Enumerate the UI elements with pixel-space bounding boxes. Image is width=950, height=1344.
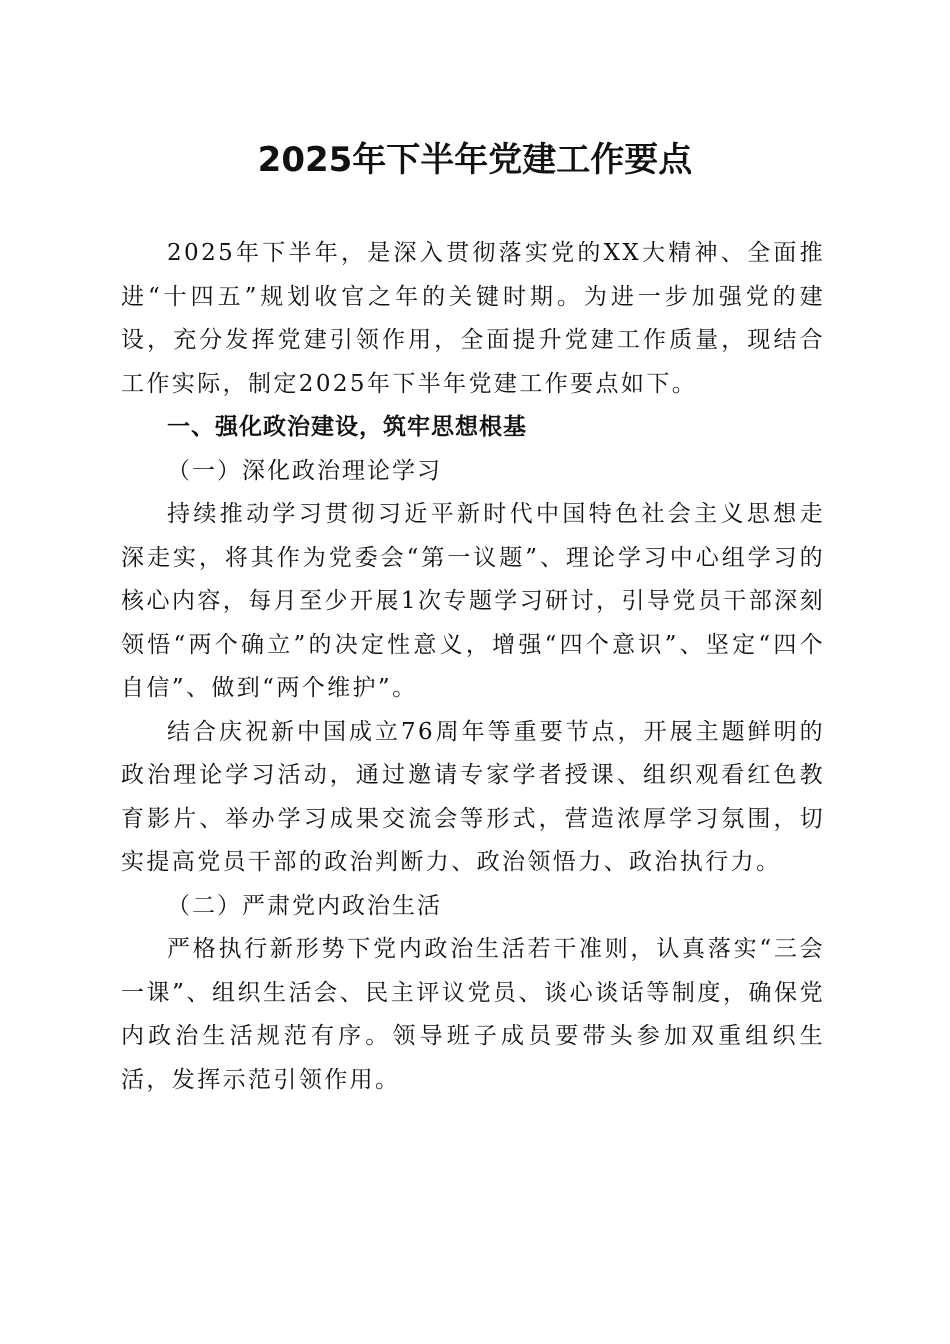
document-body <box>121 232 825 1102</box>
section-heading-1: 一、强化政治建设，筑牢思想根基 <box>167 414 527 440</box>
document-title: 2025年下半年党建工作要点 <box>257 140 693 180</box>
body-paragraph: 持续推动学习贯彻习近平新时代中国特色社会主义思想走深走实，将其作为党委会“第一议题”、理论学习中心组学习的核心内容，每月至少开展1次专题学习研讨，引导党员干部深刻领悟“两个确立”的决定性意义，增强“四个意识”、坚定“四个自信”、做到“两个维护”。 <box>121 501 825 701</box>
subsection-heading-1: （一）深化政治理论学习 <box>167 457 442 484</box>
intro-paragraph: 2025年下半年，是深入贯彻落实党的XX大精神、全面推进“十四五”规划收官之年的关键时期。为进一步加强党的建设，充分发挥党建引领作用，全面提升党建工作质量，现结合工作实际，制定2025年下半年党建工作要点如下。 <box>121 240 825 397</box>
body-paragraph: 严格执行新形势下党内政治生活若干准则，认真落实“三会一课”、组织生活会、民主评议党员、谈心谈话等制度，确保党内政治生活规范有序。领导班子成员要带头参加双重组织生活，发挥示范引领作用。 <box>121 936 825 1093</box>
subsection-heading-2: （二）严肃党内政治生活 <box>167 892 442 919</box>
body-paragraph: 结合庆祝新中国成立76周年等重要节点，开展主题鲜明的政治理论学习活动，通过邀请专家学者授课、组织观看红色教育影片、举办学习成果交流会等形式，营造浓厚学习氛围，切实提高党员干部的政治判断力、政治领悟力、政治执行力。 <box>121 718 825 875</box>
